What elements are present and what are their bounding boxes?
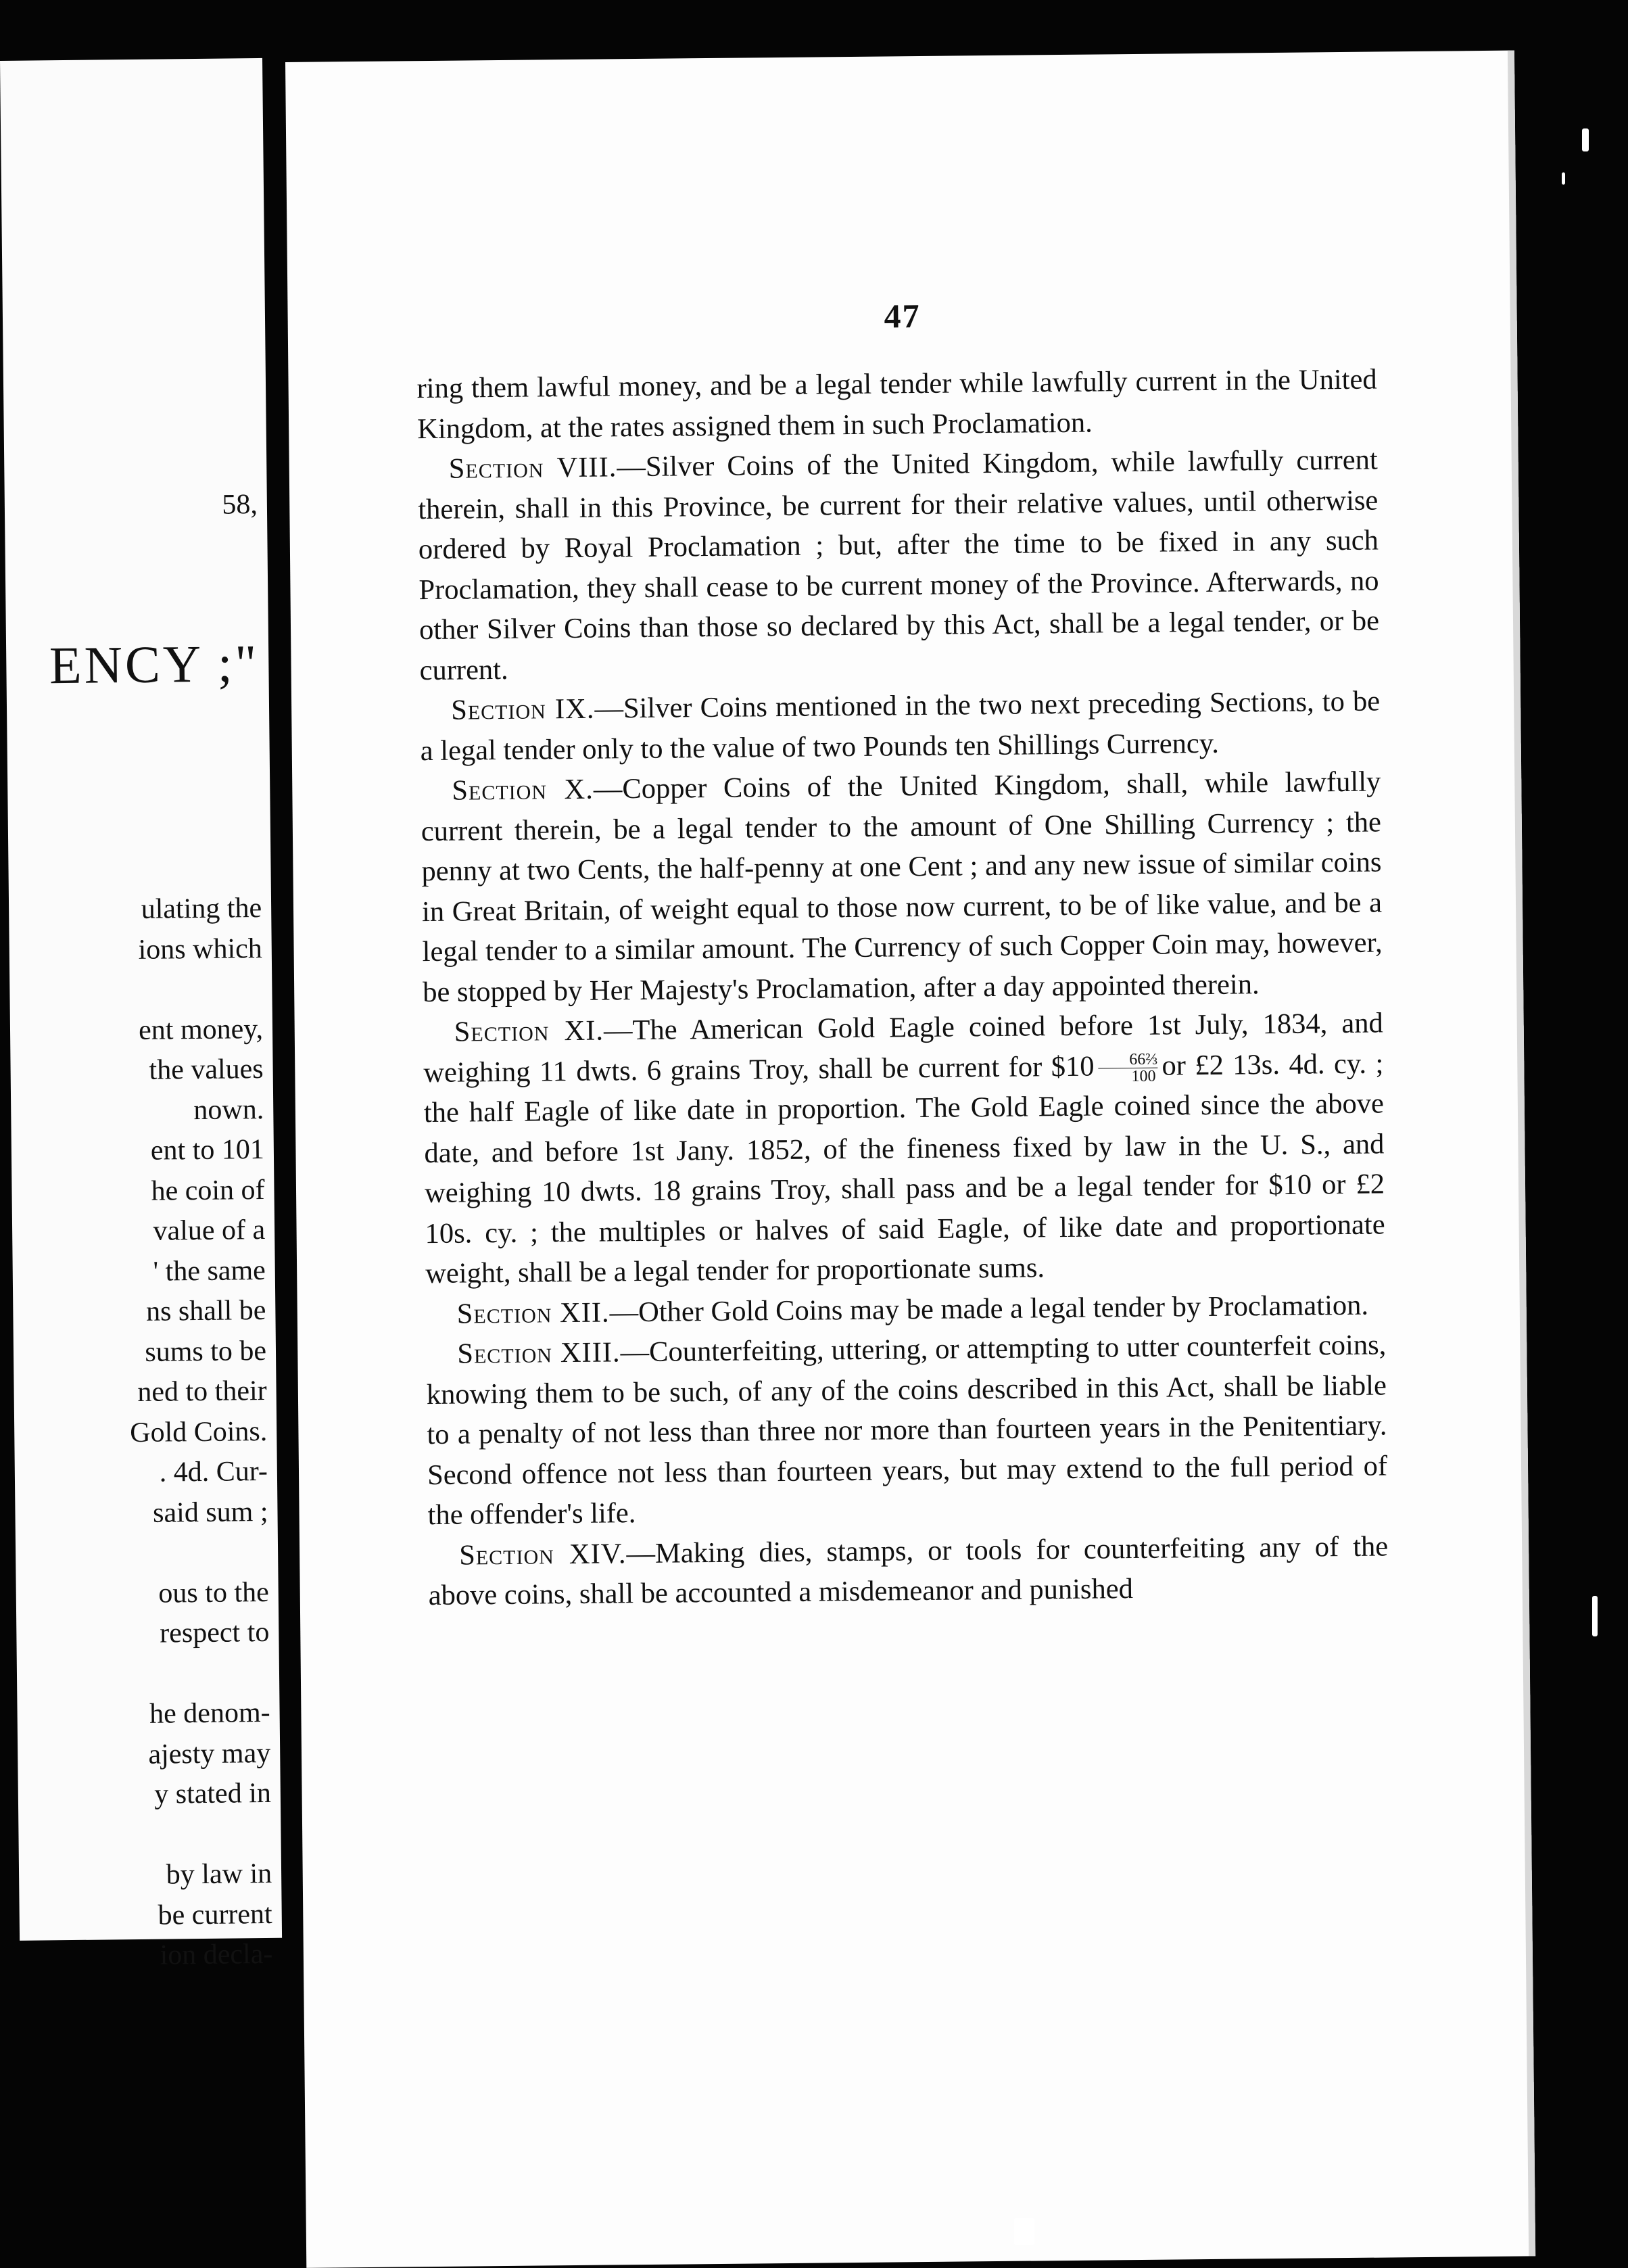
left-page-line: by law in (166, 1858, 272, 1891)
left-page-text-block (124, 889, 273, 1977)
fraction-numerator: 66⅔ (1129, 1050, 1158, 1069)
page-body (416, 360, 1389, 1616)
fraction (1098, 1052, 1157, 1085)
section-text: —Silver Coins of the United Kingdom, while lawfully current therein, shall in this Province, be current for their relative values, until otherwise ordered by Royal Proclamation ; but, after the time to be fixed in any such Proclamation, they shall cease to be current money of the Province. Afterwards, no other Silver Coins than those so declared by this Act, shall be a legal tender, or be current. (418, 444, 1380, 686)
left-page-line: respect to (160, 1616, 270, 1649)
section-text: —Silver Coins mentioned in the two next preceding Sections, to be a legal tender only to the value of two Pounds ten Shillings Currency. (420, 685, 1381, 767)
page-number: 47 (884, 296, 921, 335)
left-page-line: he denom- (149, 1697, 270, 1730)
left-page-line: nown. (193, 1093, 264, 1126)
section-paragraph (428, 1526, 1389, 1616)
left-page-line: ent to 101 (150, 1133, 265, 1166)
left-page-line: ent money, (138, 1013, 264, 1046)
section-text: ring them lawful money, and be a legal tender while lawfully current in the United Kingdom, at the rates assigned them in such Proclamation. (416, 363, 1377, 445)
page (285, 51, 1535, 2268)
left-page-line: ns shall be (145, 1294, 266, 1327)
left-page-line: be current (158, 1898, 272, 1931)
margin-speck (1014, 2218, 1034, 2245)
left-page-line: ions which (138, 932, 263, 966)
left-page-line: sums to be (145, 1335, 267, 1368)
left-page-line: ned to their (137, 1375, 267, 1408)
left-page-fragment-number: 58, (222, 489, 258, 521)
section-text: —Copper Coins of the United Kingdom, shall, while lawfully current therein, be a legal tender to the amount of One Shilling Currency ; the penny at two Cents, the half-penny at one Cent ; and any new issue of similar coins in Great Britain, of weight equal to those now current, to be of like value, and be a legal tender to a similar amount. The Currency of such Copper Coin may, however, be stopped by Her Majesty's Proclamation, after a day appointed therein. (421, 765, 1383, 1008)
section-text: —Other Gold Coins may be made a legal tender by Proclamation. (609, 1289, 1369, 1328)
section-paragraph (420, 682, 1381, 772)
left-page-line: . 4d. Cur- (159, 1455, 268, 1488)
section-text: or £2 13s. 4d. cy. ; the half Eagle of like date in proportion. The Gold Eagle coined since the above date, and before 1st Jany. 1852, of the fineness fixed by law in the U. S., and weighing 10 dwts. 18 grains Troy, shall pass and be a legal tender for $10 or £2 10s. cy. ; the multiples or halves of said Eagle, of like date and proportionate weight, shall be a legal tender for proportionate sums. (423, 1047, 1385, 1290)
left-page-line: y stated in (153, 1777, 272, 1810)
left-page-line (134, 1814, 272, 1856)
left-page-line: ajesty may (148, 1737, 271, 1770)
left-page-line: said sum ; (152, 1496, 268, 1529)
left-page-line (131, 1532, 269, 1574)
margin-speck (1592, 1596, 1598, 1636)
continuation-paragraph (416, 360, 1377, 450)
section-paragraph (418, 440, 1380, 691)
section-text: —Counterfeiting, uttering, or attempting to utter counterfeit coins, knowing them to be such, of any of the coins described in this Act, shall be liable to a penalty of not less than three nor more than fourteen years in the Penitentiary. Second offence not less than fourteen years, but may extend to the full period of the offender's life. (426, 1329, 1388, 1532)
section-heading: Section VIII. (448, 451, 617, 485)
left-page-line: he coin of (151, 1174, 265, 1207)
left-page-line: ulating the (141, 893, 262, 925)
fraction-denominator: 100 (1098, 1068, 1157, 1085)
section-paragraph (421, 761, 1383, 1012)
left-page-line: ' the same (153, 1254, 266, 1287)
margin-speck (1582, 128, 1589, 151)
left-page-line (133, 1653, 270, 1695)
section-heading: Section XII. (456, 1296, 610, 1330)
section-paragraph (423, 1003, 1385, 1294)
section-heading: Section XIV. (458, 1537, 627, 1572)
left-page-line: Gold Coins. (129, 1415, 268, 1448)
left-page-line (125, 969, 263, 1011)
section-heading: Section XIII. (457, 1336, 621, 1370)
left-page-fragment-heading: ENCY ;" (49, 634, 260, 695)
left-page-line: ous to the (158, 1576, 269, 1609)
previous-page-fragment (0, 58, 282, 1971)
left-page-line: value of a (153, 1214, 266, 1247)
left-page-line: ion decla- (160, 1938, 273, 1971)
section-text: —The American Gold Eagle coined before 1st July, 1834, and weighing 11 dwts. 6 grains Troy, shall be current for $10 (423, 1007, 1383, 1089)
section-heading: Section XI. (454, 1014, 604, 1048)
section-heading: Section IX. (450, 692, 595, 726)
margin-speck (1562, 172, 1565, 185)
section-paragraph (426, 1325, 1388, 1535)
section-text: —Making dies, stamps, or tools for counterfeiting any of the above coins, shall be accounted a misdemeanor and punished (428, 1530, 1389, 1612)
left-page-line: the values (149, 1054, 264, 1086)
section-heading: Section X. (452, 773, 594, 807)
